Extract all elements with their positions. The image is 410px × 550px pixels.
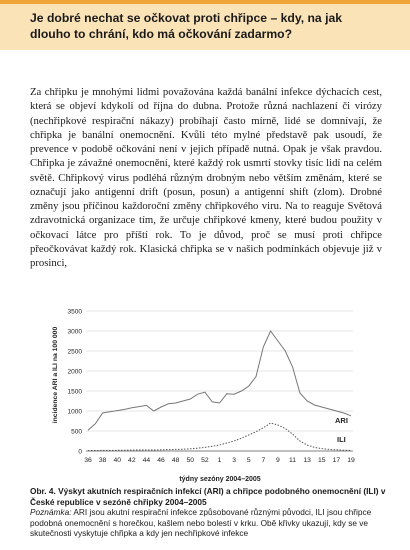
x-tick-label: 48 [171,457,180,464]
title-banner [0,0,410,50]
x-tick-label: 7 [261,457,266,464]
article-title: Je dobré nechat se očkovat proti chřipce – kdy, na jak dlouho to chrání, kdo má očkování zadarmo? [30,11,343,41]
x-tick-label: 50 [186,457,195,464]
x-tick-label: 17 [332,457,341,464]
y-tick-label: 500 [71,428,82,436]
figure-caption [30,486,386,539]
x-tick-label: 15 [317,457,326,464]
y-tick-label: 1500 [67,388,82,396]
x-tick-label: 52 [201,457,209,464]
y-tick-label: 2000 [67,368,82,376]
caption-note-label: Poznámka: [30,507,72,518]
y-tick-label: 3000 [67,328,82,336]
caption-note-text: ARI jsou akutní respirační infekce způsobované různými původci, ILI jsou chřipce podobná onemocnění s horečkou, kašlem nebo bolestí v krku. Obě křivky ukazují, kdy se ve skutečnosti vyskytuje chřipka a kdy jen nechřipkové infekce [30,507,372,539]
x-tick-label: 1 [217,457,222,464]
grid-lines [86,311,353,431]
x-tick-label: 5 [246,457,251,464]
y-tick-label: 2500 [67,348,82,356]
y-tick-label: 1000 [67,408,82,416]
x-tick-label: 9 [276,457,280,464]
x-tick-label: 44 [142,457,151,464]
series-line-ILI [88,423,351,451]
x-tick-label: 42 [128,457,136,464]
x-tick-label: 13 [303,457,311,464]
x-tick-label: 38 [98,457,107,464]
x-tick-label: 19 [347,457,355,464]
series-line-ARI [88,331,351,430]
x-tick-label: 40 [113,457,122,464]
caption-note [30,507,386,539]
x-tick-label: 11 [289,457,297,464]
series-label-ari: ARI [335,416,348,425]
y-tick-labels [68,309,83,456]
x-tick-label: 46 [157,457,165,464]
x-tick-label: 36 [84,457,92,464]
y-axis-label: incidence ARI a ILI na 100 000 [52,326,59,424]
article-paragraph: Za chřipku je mnohými lidmi považována každá banální infekce dýchacích cest, která se objeví kdykoli od října do dubna. Protože různá nachlazení či virózy (nechřipkové respirační nákazy) probíhají často mírně, lidé se domnívají, že chřipka je banální onemocnění. Kvůli této mylné představě pak usoudí, že prevence v podobě očkování není v jejich případě nutná. Opak je však pravdou. Chřipka je závažné onemocnění, které každý rok usmrtí stovky tisíc lidí na celém světě. Chřipkový virus podléhá různým drobným nebo větším změnám, které se označují jako antigenní drift (posun, posun) a antigenní shift (zlom). Drobné změny jsou příčinou každoroční změny chřipkového viru. Na to reaguje Světová zdravotnická organizace tím, že určuje chřipkové kmeny, které budou použity v očkovací látce pro příští rok. To je důvod, proč se musí proti chřipce přeočkovávat každý rok. Klasická chřipka se v našich podmínkách objevuje již v prosinci, [30,86,382,269]
x-tick-label: 3 [232,457,237,464]
x-axis-label: týdny sezóny 2004–2005 [179,476,261,483]
x-tick-labels [84,457,355,464]
series-label-ili: ILI [337,435,346,444]
caption-title: Obr. 4. Výskyt akutních respiračních infekcí (ARI) a chřipce podobného onemocnění (ILI) v České republice v sezóně chřipky 2004–2005 [30,486,386,507]
incidence-chart [46,296,366,486]
y-tick-label: 3500 [67,308,82,316]
y-tick-label: 0 [78,448,82,456]
